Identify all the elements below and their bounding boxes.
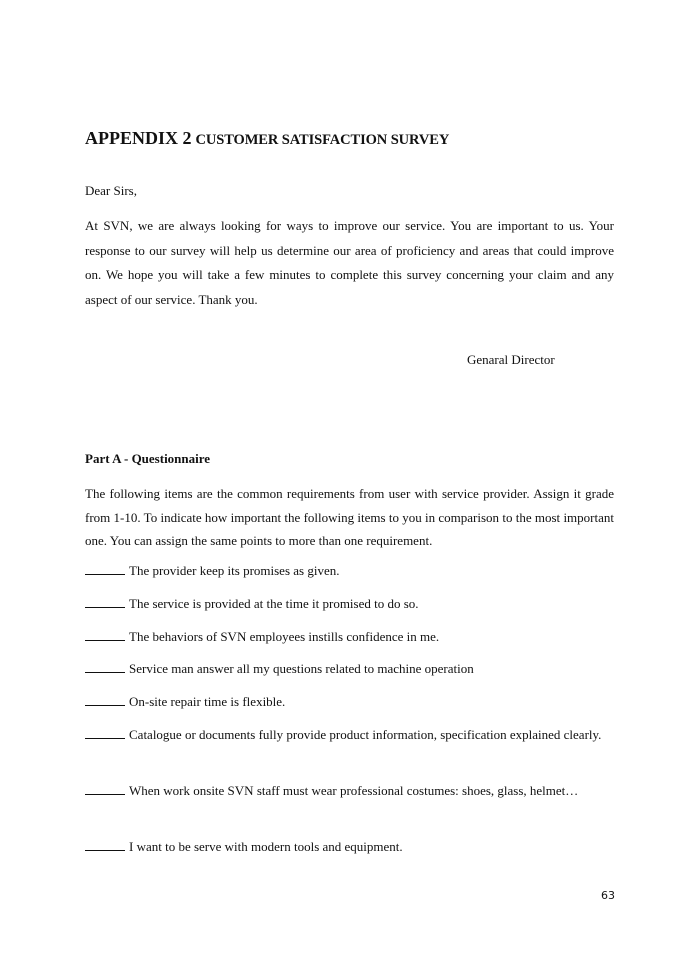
signature: Genaral Director xyxy=(467,352,555,367)
answer-blank[interactable] xyxy=(85,628,125,641)
question-text: On-site repair time is flexible. xyxy=(129,694,286,709)
question-item xyxy=(85,593,614,616)
question-item xyxy=(85,780,614,803)
question-item xyxy=(85,691,614,714)
page-title xyxy=(85,128,449,149)
question-item xyxy=(85,724,614,747)
answer-blank[interactable] xyxy=(85,595,125,608)
question-text: Service man answer all my questions related to machine operation xyxy=(129,661,474,676)
answer-blank[interactable] xyxy=(85,660,125,673)
question-text: When work onsite SVN staff must wear professional costumes: shoes, glass, helmet… xyxy=(129,783,579,798)
question-text: The provider keep its promises as given. xyxy=(129,563,340,578)
answer-blank[interactable] xyxy=(85,782,125,795)
question-item xyxy=(85,560,614,583)
page-number: 63 xyxy=(601,889,615,902)
answer-blank[interactable] xyxy=(85,562,125,575)
question-item xyxy=(85,626,614,649)
question-text: Catalogue or documents fully provide product information, specification explained clearly. xyxy=(129,727,602,742)
answer-blank[interactable] xyxy=(85,693,125,706)
answer-blank[interactable] xyxy=(85,726,125,739)
survey-title: CUSTOMER SATISFACTION SURVEY xyxy=(195,132,450,148)
question-text: The behaviors of SVN employees instills confidence in me. xyxy=(129,629,440,644)
question-text: I want to be serve with modern tools and equipment. xyxy=(129,839,403,854)
question-item xyxy=(85,658,614,681)
instructions-paragraph: The following items are the common requirements from user with service provider. Assign it grade from 1-10. To indicate how important the following items to you in comparison to the most important one. You can assign the same points to more than one requirement. xyxy=(85,486,614,548)
salutation: Dear Sirs, xyxy=(85,183,137,198)
appendix-label: APPENDIX 2 xyxy=(85,128,192,148)
intro-paragraph: At SVN, we are always looking for ways to improve our service. You are important to us. Your response to our survey will help us determine our area of proficiency and areas that could improve on. We hope you will take a few minutes to complete this survey concerning your claim and any aspect of our service. Thank you. xyxy=(85,218,614,307)
section-heading: Part A - Questionnaire xyxy=(85,451,211,466)
question-text: The service is provided at the time it promised to do so. xyxy=(129,596,419,611)
question-item xyxy=(85,836,614,859)
answer-blank[interactable] xyxy=(85,838,125,851)
